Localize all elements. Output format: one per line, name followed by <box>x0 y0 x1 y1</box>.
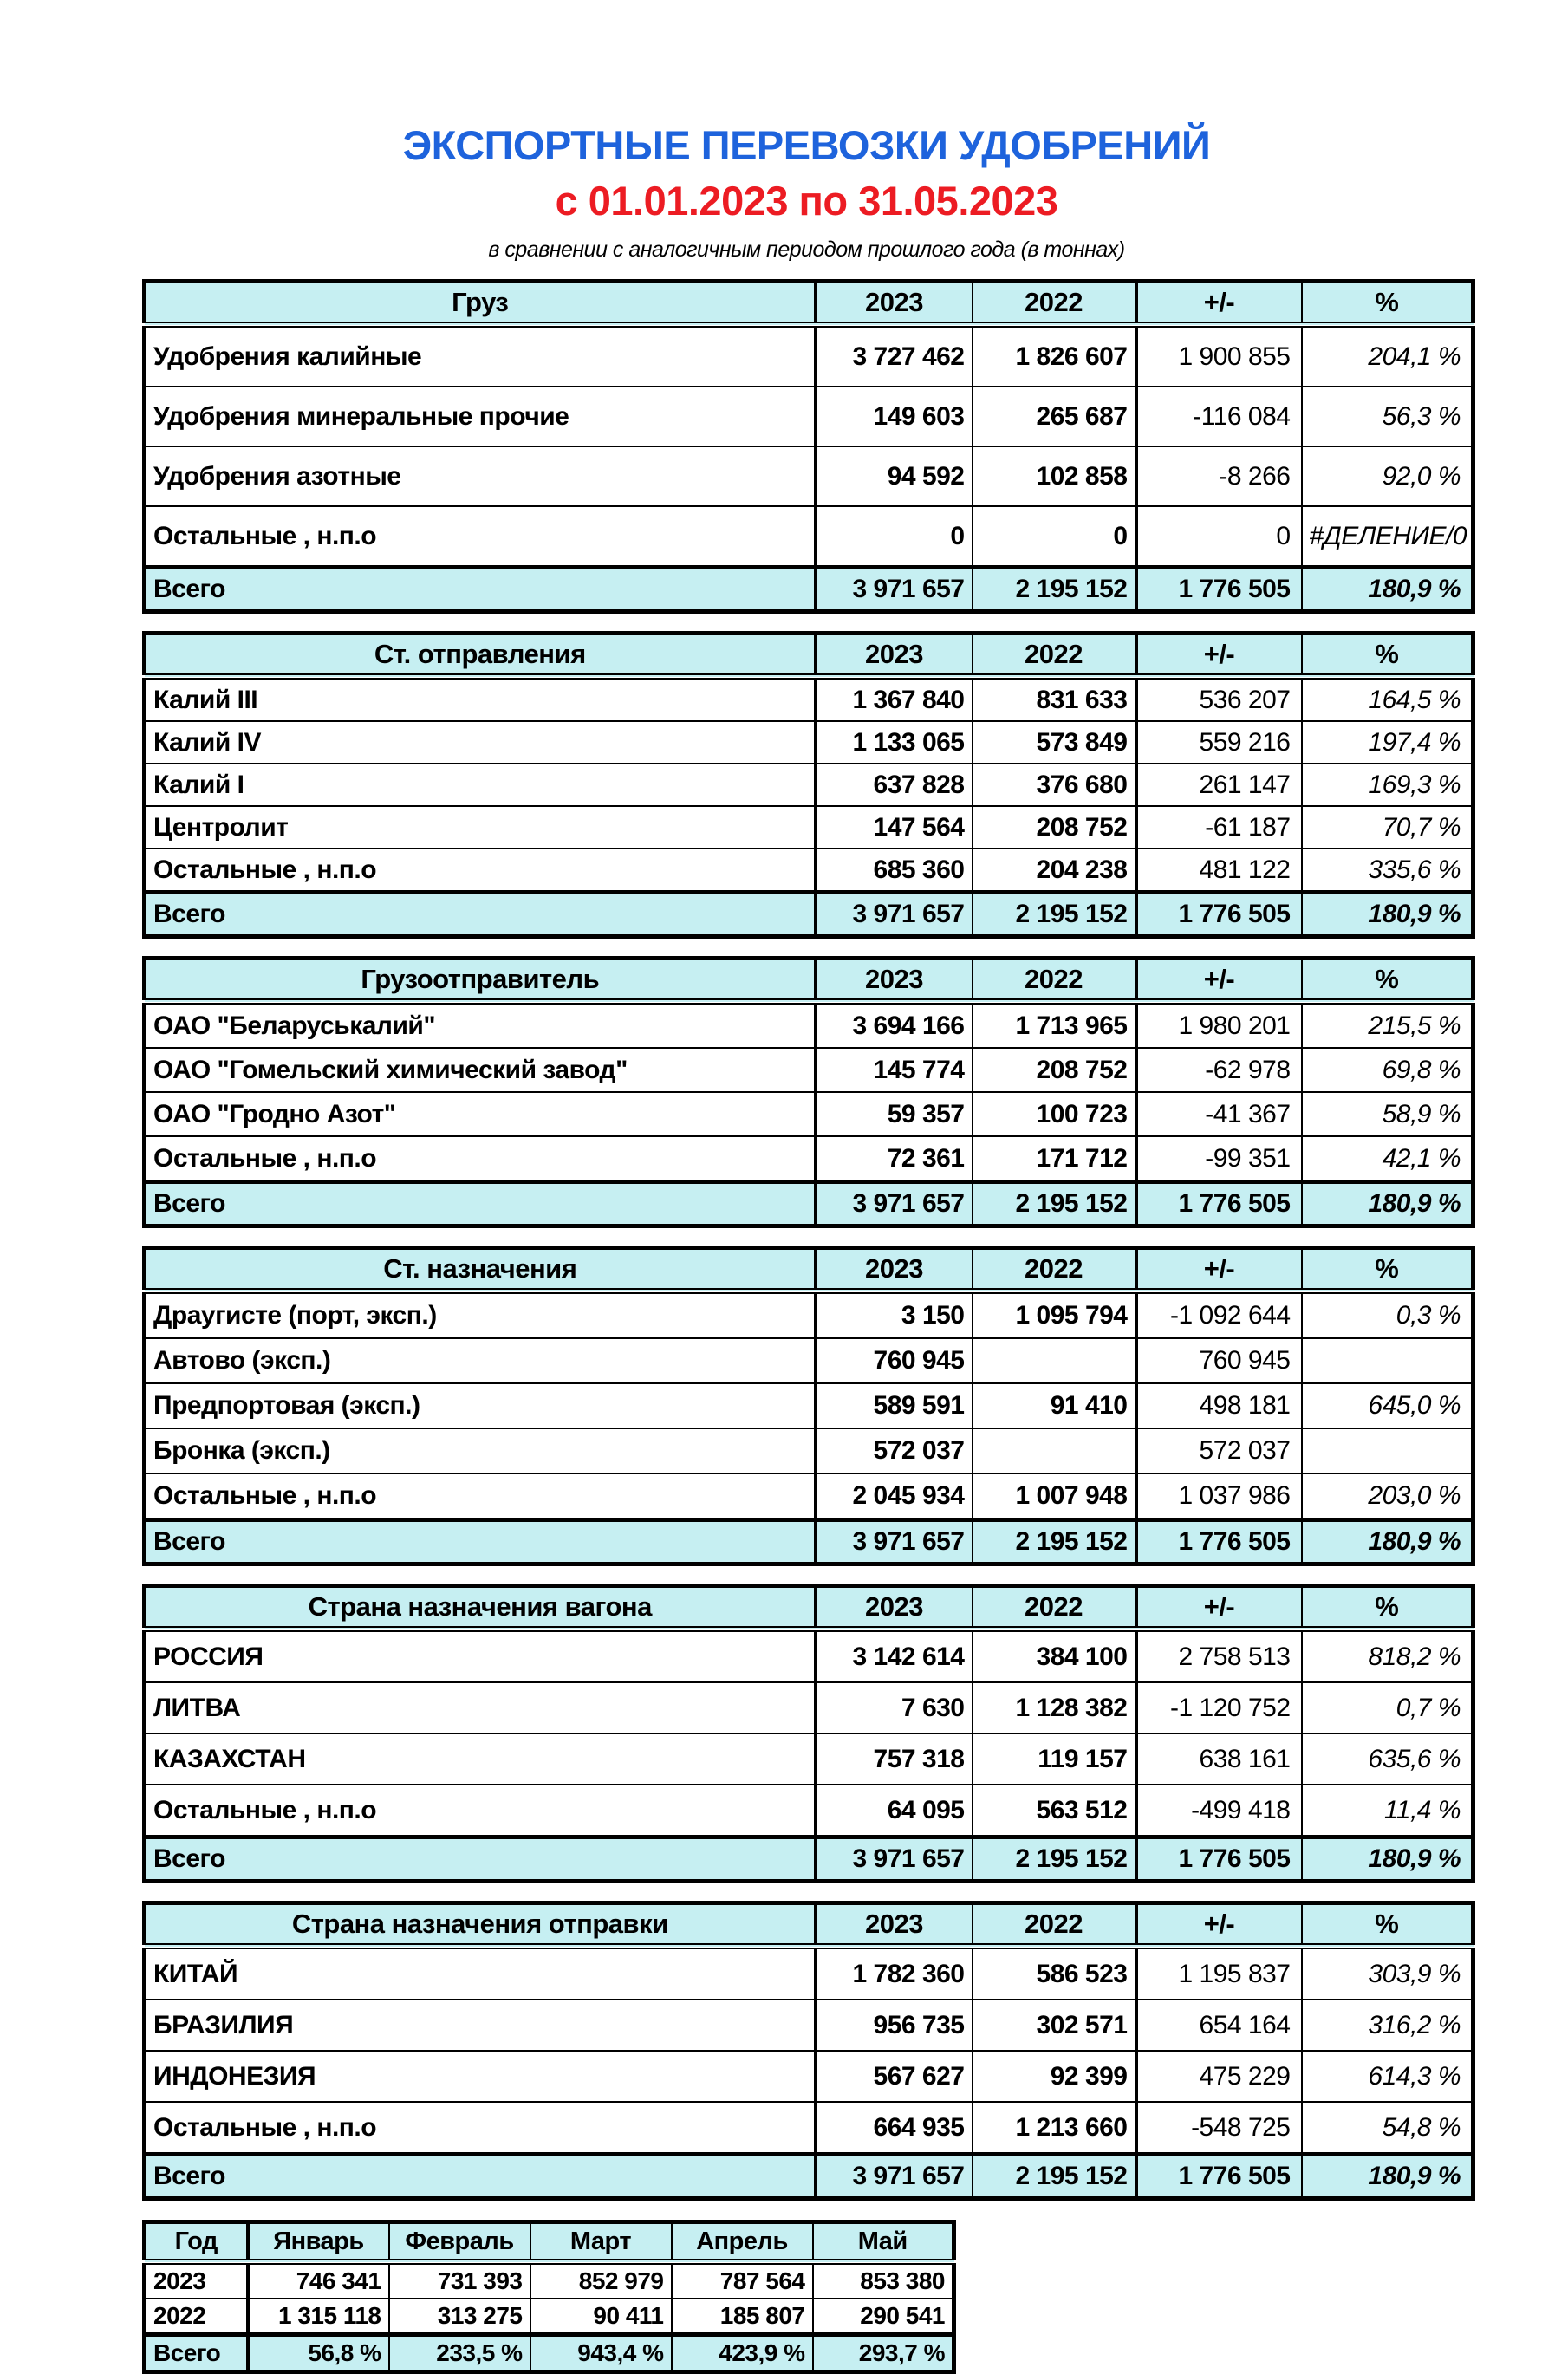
section-header-row <box>145 1248 1474 1291</box>
cell-label: Автово (эксп.) <box>145 1338 816 1383</box>
col-header-pct: % <box>1302 1903 1474 1947</box>
cell-label: Драугисте (порт, эксп.) <box>145 1291 816 1339</box>
cell-delta: 1 776 505 <box>1136 1837 1302 1882</box>
cell-delta: 475 229 <box>1136 2051 1302 2102</box>
col-header-2023: 2023 <box>816 634 973 677</box>
cell-2023: 147 564 <box>816 806 973 849</box>
cell-delta: -41 367 <box>1136 1092 1302 1136</box>
cell-2023: 3 971 657 <box>816 893 973 937</box>
cell-pct: 180,9 % <box>1302 2155 1474 2199</box>
cell-pct: 215,5 % <box>1302 1002 1474 1049</box>
cell-label: ОАО "Гомельский химический завод" <box>145 1048 816 1092</box>
cell-delta: 1 776 505 <box>1136 568 1302 612</box>
cell-label: Всего <box>145 1837 816 1882</box>
table-row <box>145 2102 1474 2155</box>
cell-label: Предпортовая (эксп.) <box>145 1383 816 1428</box>
cell-delta: -8 266 <box>1136 446 1302 506</box>
cell-label: Удобрения азотные <box>145 446 816 506</box>
table-row <box>145 1092 1474 1136</box>
cell-label: Калий IV <box>145 721 816 764</box>
table-row <box>145 1428 1474 1473</box>
month-col-header: Февраль <box>389 2222 530 2262</box>
cell-pct: 204,1 % <box>1302 325 1474 387</box>
cell-pct <box>1302 1338 1474 1383</box>
cell-2023: 3 150 <box>816 1291 973 1339</box>
cell-pct: 197,4 % <box>1302 721 1474 764</box>
cell-label: Остальные , н.п.о <box>145 506 816 568</box>
cell-label: Остальные , н.п.о <box>145 1785 816 1837</box>
section-title: Ст. отправления <box>145 634 816 677</box>
cell-2022 <box>973 1338 1136 1383</box>
cell-pct: 0,3 % <box>1302 1291 1474 1339</box>
cell-year-label: Всего <box>145 2335 248 2372</box>
table-row <box>145 1291 1474 1339</box>
col-header-2022: 2022 <box>973 282 1136 325</box>
section-table-1 <box>142 279 1475 614</box>
table-row <box>145 1785 1474 1837</box>
cell-delta: 638 161 <box>1136 1733 1302 1785</box>
cell-2022: 1 095 794 <box>973 1291 1136 1339</box>
cell-2022: 204 238 <box>973 849 1136 893</box>
table-row <box>145 446 1474 506</box>
report-subtitle: в сравнении с аналогичным периодом прошлого года (в тоннах) <box>488 237 1125 262</box>
table-row <box>145 1682 1474 1733</box>
col-header-delta: +/- <box>1136 634 1302 677</box>
cell-2023: 7 630 <box>816 1682 973 1733</box>
cell-month-value: 852 979 <box>530 2262 672 2299</box>
cell-delta: -1 120 752 <box>1136 1682 1302 1733</box>
cell-delta: 1 900 855 <box>1136 325 1302 387</box>
cell-2023: 59 357 <box>816 1092 973 1136</box>
total-row <box>145 2155 1474 2199</box>
col-header-2022: 2022 <box>973 1248 1136 1291</box>
cell-pct: 56,3 % <box>1302 387 1474 446</box>
month-total-row <box>145 2335 954 2372</box>
col-header-2023: 2023 <box>816 1248 973 1291</box>
table-row <box>145 1048 1474 1092</box>
table-row <box>145 1947 1474 2000</box>
month-col-header: Январь <box>248 2222 389 2262</box>
table-row <box>145 325 1474 387</box>
cell-pct: 92,0 % <box>1302 446 1474 506</box>
section-table-5 <box>142 1584 1475 1883</box>
table-row <box>145 506 1474 568</box>
col-header-pct: % <box>1302 959 1474 1002</box>
cell-pct: #ДЕЛЕНИЕ/0 <box>1302 506 1474 568</box>
table-row <box>145 677 1474 722</box>
cell-label: Остальные , н.п.о <box>145 1136 816 1182</box>
cell-delta: 654 164 <box>1136 2000 1302 2051</box>
cell-2023: 3 971 657 <box>816 1520 973 1564</box>
cell-2022: 384 100 <box>973 1629 1136 1683</box>
cell-label: Всего <box>145 893 816 937</box>
cell-delta: 481 122 <box>1136 849 1302 893</box>
cell-label: КАЗАХСТАН <box>145 1733 816 1785</box>
cell-delta: 2 758 513 <box>1136 1629 1302 1683</box>
cell-pct: 11,4 % <box>1302 1785 1474 1837</box>
cell-year-label: 2022 <box>145 2299 248 2335</box>
report-date-range: с 01.01.2023 по 31.05.2023 <box>555 178 1058 224</box>
cell-2022: 208 752 <box>973 1048 1136 1092</box>
section-table-4 <box>142 1246 1475 1566</box>
cell-2023: 3 971 657 <box>816 2155 973 2199</box>
cell-pct: 335,6 % <box>1302 849 1474 893</box>
cell-month-value: 1 315 118 <box>248 2299 389 2335</box>
cell-2023: 145 774 <box>816 1048 973 1092</box>
cell-delta: 559 216 <box>1136 721 1302 764</box>
cell-2023: 3 971 657 <box>816 568 973 612</box>
cell-2022: 831 633 <box>973 677 1136 722</box>
cell-delta: 261 147 <box>1136 764 1302 806</box>
cell-pct: 180,9 % <box>1302 893 1474 937</box>
cell-label: Остальные , н.п.о <box>145 2102 816 2155</box>
section-header-row <box>145 282 1474 325</box>
cell-2022: 1 713 965 <box>973 1002 1136 1049</box>
cell-label: ОАО "Беларуськалий" <box>145 1002 816 1049</box>
table-row <box>145 387 1474 446</box>
cell-label: КИТАЙ <box>145 1947 816 2000</box>
section-title: Ст. назначения <box>145 1248 816 1291</box>
cell-2022: 1 213 660 <box>973 2102 1136 2155</box>
month-row <box>145 2262 954 2299</box>
month-header-row <box>145 2222 954 2262</box>
section-title: Страна назначения отправки <box>145 1903 816 1947</box>
col-header-2022: 2022 <box>973 959 1136 1002</box>
cell-2023: 72 361 <box>816 1136 973 1182</box>
cell-2022: 208 752 <box>973 806 1136 849</box>
cell-2022: 2 195 152 <box>973 1182 1136 1226</box>
cell-pct: 203,0 % <box>1302 1473 1474 1520</box>
total-row <box>145 1520 1474 1564</box>
cell-delta: 536 207 <box>1136 677 1302 722</box>
col-header-2022: 2022 <box>973 1903 1136 1947</box>
section-title: Груз <box>145 282 816 325</box>
cell-label: Всего <box>145 1182 816 1226</box>
cell-delta: 760 945 <box>1136 1338 1302 1383</box>
cell-2023: 1 133 065 <box>816 721 973 764</box>
cell-label: Всего <box>145 1520 816 1564</box>
cell-pct: 635,6 % <box>1302 1733 1474 1785</box>
tables-container <box>142 279 1471 2201</box>
cell-delta: -548 725 <box>1136 2102 1302 2155</box>
cell-pct <box>1302 1428 1474 1473</box>
table-row <box>145 1629 1474 1683</box>
cell-pct: 645,0 % <box>1302 1383 1474 1428</box>
col-header-2022: 2022 <box>973 634 1136 677</box>
cell-2023: 1 782 360 <box>816 1947 973 2000</box>
cell-pct: 69,8 % <box>1302 1048 1474 1092</box>
col-header-pct: % <box>1302 282 1474 325</box>
cell-delta: -116 084 <box>1136 387 1302 446</box>
cell-label: Удобрения минеральные прочие <box>145 387 816 446</box>
cell-pct: 180,9 % <box>1302 568 1474 612</box>
cell-2022: 2 195 152 <box>973 893 1136 937</box>
col-header-pct: % <box>1302 1586 1474 1629</box>
cell-label: ЛИТВА <box>145 1682 816 1733</box>
total-row <box>145 893 1474 937</box>
cell-2022: 1 128 382 <box>973 1682 1136 1733</box>
cell-label: Калий III <box>145 677 816 722</box>
cell-2022 <box>973 1428 1136 1473</box>
cell-pct: 169,3 % <box>1302 764 1474 806</box>
cell-pct: 316,2 % <box>1302 2000 1474 2051</box>
col-header-delta: +/- <box>1136 959 1302 1002</box>
cell-delta: 1 776 505 <box>1136 893 1302 937</box>
cell-pct: 164,5 % <box>1302 677 1474 722</box>
cell-2023: 0 <box>816 506 973 568</box>
section-table-6 <box>142 1901 1475 2201</box>
cell-month-value: 853 380 <box>813 2262 954 2299</box>
table-row <box>145 1002 1474 1049</box>
cell-2023: 956 735 <box>816 2000 973 2051</box>
cell-label: Всего <box>145 2155 816 2199</box>
cell-delta: 1 195 837 <box>1136 1947 1302 2000</box>
col-header-pct: % <box>1302 1248 1474 1291</box>
table-row <box>145 849 1474 893</box>
cell-2023: 637 828 <box>816 764 973 806</box>
col-header-delta: +/- <box>1136 282 1302 325</box>
cell-2022: 102 858 <box>973 446 1136 506</box>
cell-2023: 3 727 462 <box>816 325 973 387</box>
table-row <box>145 1473 1474 1520</box>
cell-2022: 265 687 <box>973 387 1136 446</box>
section-title: Грузоотправитель <box>145 959 816 1002</box>
cell-2022: 563 512 <box>973 1785 1136 1837</box>
table-row <box>145 1136 1474 1182</box>
cell-2023: 589 591 <box>816 1383 973 1428</box>
cell-pct: 54,8 % <box>1302 2102 1474 2155</box>
cell-delta: 1 037 986 <box>1136 1473 1302 1520</box>
col-header-delta: +/- <box>1136 1248 1302 1291</box>
cell-2022: 91 410 <box>973 1383 1136 1428</box>
cell-2023: 664 935 <box>816 2102 973 2155</box>
section-header-row <box>145 959 1474 1002</box>
cell-2023: 94 592 <box>816 446 973 506</box>
table-row <box>145 2051 1474 2102</box>
cell-pct: 180,9 % <box>1302 1182 1474 1226</box>
cell-2023: 3 694 166 <box>816 1002 973 1049</box>
cell-delta: 498 181 <box>1136 1383 1302 1428</box>
cell-2023: 64 095 <box>816 1785 973 1837</box>
cell-delta: -1 092 644 <box>1136 1291 1302 1339</box>
cell-month-value: 746 341 <box>248 2262 389 2299</box>
cell-pct: 42,1 % <box>1302 1136 1474 1182</box>
cell-2023: 1 367 840 <box>816 677 973 722</box>
cell-2023: 3 142 614 <box>816 1629 973 1683</box>
cell-2022: 100 723 <box>973 1092 1136 1136</box>
cell-2023: 760 945 <box>816 1338 973 1383</box>
cell-2022: 302 571 <box>973 2000 1136 2051</box>
month-col-header: Март <box>530 2222 672 2262</box>
cell-month-value: 787 564 <box>672 2262 813 2299</box>
cell-2022: 2 195 152 <box>973 568 1136 612</box>
month-row <box>145 2299 954 2335</box>
cell-2022: 1 826 607 <box>973 325 1136 387</box>
col-header-delta: +/- <box>1136 1903 1302 1947</box>
cell-pct: 614,3 % <box>1302 2051 1474 2102</box>
table-row <box>145 1338 1474 1383</box>
cell-month-value: 313 275 <box>389 2299 530 2335</box>
cell-month-value: 90 411 <box>530 2299 672 2335</box>
cell-month-value: 290 541 <box>813 2299 954 2335</box>
cell-label: Всего <box>145 568 816 612</box>
cell-delta: 0 <box>1136 506 1302 568</box>
cell-pct: 58,9 % <box>1302 1092 1474 1136</box>
cell-2023: 3 971 657 <box>816 1837 973 1882</box>
col-header-pct: % <box>1302 634 1474 677</box>
section-header-row <box>145 1586 1474 1629</box>
section-title: Страна назначения вагона <box>145 1586 816 1629</box>
table-row <box>145 806 1474 849</box>
col-header-2023: 2023 <box>816 282 973 325</box>
cell-month-value: 185 807 <box>672 2299 813 2335</box>
section-table-2 <box>142 631 1475 939</box>
total-row <box>145 1837 1474 1882</box>
col-header-2022: 2022 <box>973 1586 1136 1629</box>
cell-label: Центролит <box>145 806 816 849</box>
cell-label: Удобрения калийные <box>145 325 816 387</box>
cell-2022: 92 399 <box>973 2051 1136 2102</box>
cell-delta: 1 776 505 <box>1136 1182 1302 1226</box>
cell-2022: 2 195 152 <box>973 2155 1136 2199</box>
cell-2022: 171 712 <box>973 1136 1136 1182</box>
cell-2023: 685 360 <box>816 849 973 893</box>
cell-delta: 572 037 <box>1136 1428 1302 1473</box>
cell-delta: -99 351 <box>1136 1136 1302 1182</box>
month-col-header: Апрель <box>672 2222 813 2262</box>
cell-month-value: 233,5 % <box>389 2335 530 2372</box>
cell-month-value: 293,7 % <box>813 2335 954 2372</box>
col-header-2023: 2023 <box>816 1586 973 1629</box>
section-header-row <box>145 634 1474 677</box>
cell-pct: 70,7 % <box>1302 806 1474 849</box>
cell-2022: 1 007 948 <box>973 1473 1136 1520</box>
cell-pct: 303,9 % <box>1302 1947 1474 2000</box>
month-col-header: Год <box>145 2222 248 2262</box>
cell-2023: 572 037 <box>816 1428 973 1473</box>
cell-month-value: 943,4 % <box>530 2335 672 2372</box>
cell-2022: 376 680 <box>973 764 1136 806</box>
section-header-row <box>145 1903 1474 1947</box>
cell-delta: 1 776 505 <box>1136 1520 1302 1564</box>
cell-delta: 1 980 201 <box>1136 1002 1302 1049</box>
cell-delta: -61 187 <box>1136 806 1302 849</box>
month-table <box>142 2220 956 2374</box>
cell-pct: 180,9 % <box>1302 1520 1474 1564</box>
cell-month-value: 731 393 <box>389 2262 530 2299</box>
cell-2022: 586 523 <box>973 1947 1136 2000</box>
cell-pct: 0,7 % <box>1302 1682 1474 1733</box>
total-row <box>145 568 1474 612</box>
cell-label: ОАО "Гродно Азот" <box>145 1092 816 1136</box>
cell-label: Остальные , н.п.о <box>145 1473 816 1520</box>
cell-delta: -62 978 <box>1136 1048 1302 1092</box>
table-row <box>145 1733 1474 1785</box>
cell-2022: 2 195 152 <box>973 1520 1136 1564</box>
table-row <box>145 1383 1474 1428</box>
cell-month-value: 423,9 % <box>672 2335 813 2372</box>
cell-2022: 0 <box>973 506 1136 568</box>
col-header-delta: +/- <box>1136 1586 1302 1629</box>
cell-month-value: 56,8 % <box>248 2335 389 2372</box>
cell-2022: 119 157 <box>973 1733 1136 1785</box>
cell-delta: -499 418 <box>1136 1785 1302 1837</box>
cell-pct: 818,2 % <box>1302 1629 1474 1683</box>
cell-label: РОССИЯ <box>145 1629 816 1683</box>
table-row <box>145 764 1474 806</box>
cell-2023: 149 603 <box>816 387 973 446</box>
report-title: ЭКСПОРТНЫЕ ПЕРЕВОЗКИ УДОБРЕНИЙ <box>402 122 1211 168</box>
cell-2022: 573 849 <box>973 721 1136 764</box>
cell-label: БРАЗИЛИЯ <box>145 2000 816 2051</box>
section-table-3 <box>142 956 1475 1228</box>
cell-2023: 2 045 934 <box>816 1473 973 1520</box>
title-block <box>142 0 1471 262</box>
total-row <box>145 1182 1474 1226</box>
cell-label: ИНДОНЕЗИЯ <box>145 2051 816 2102</box>
cell-2022: 2 195 152 <box>973 1837 1136 1882</box>
cell-year-label: 2023 <box>145 2262 248 2299</box>
cell-delta: 1 776 505 <box>1136 2155 1302 2199</box>
cell-2023: 567 627 <box>816 2051 973 2102</box>
cell-2023: 3 971 657 <box>816 1182 973 1226</box>
cell-label: Остальные , н.п.о <box>145 849 816 893</box>
table-row <box>145 721 1474 764</box>
col-header-2023: 2023 <box>816 959 973 1002</box>
table-row <box>145 2000 1474 2051</box>
cell-pct: 180,9 % <box>1302 1837 1474 1882</box>
cell-2023: 757 318 <box>816 1733 973 1785</box>
cell-label: Бронка (эксп.) <box>145 1428 816 1473</box>
col-header-2023: 2023 <box>816 1903 973 1947</box>
cell-label: Калий I <box>145 764 816 806</box>
month-col-header: Май <box>813 2222 954 2262</box>
